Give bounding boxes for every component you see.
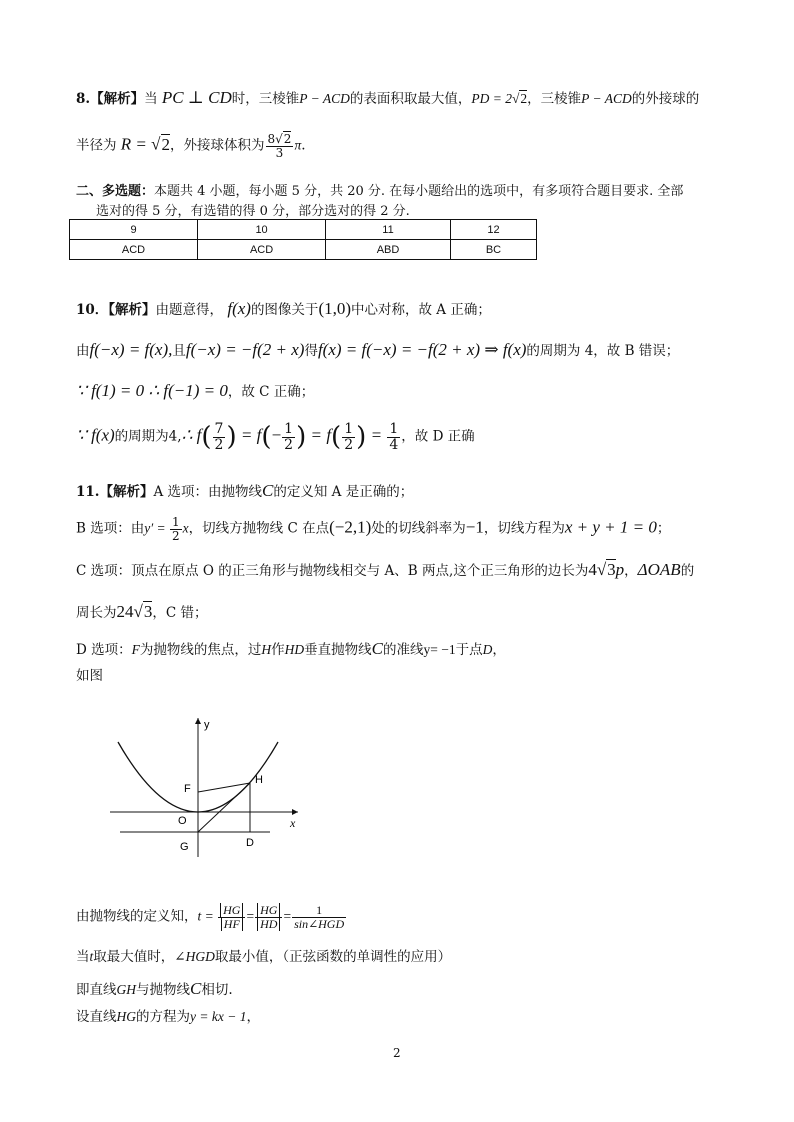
q11-tag: 11.【解析】 bbox=[76, 484, 154, 500]
label-x: x bbox=[290, 816, 296, 830]
q11-definition-line: 由抛物线的定义知，t = $\frac{HG}{HF}$ = $\frac{HG}{HD}$ = $\frac{1}{\text{sin∠HGD}}$ bbox=[76, 903, 345, 931]
label-d: D bbox=[246, 837, 254, 849]
section2-title: 二、多选题： bbox=[76, 184, 155, 199]
q8-line1: 8.【解析】当 PC ⊥ CD时，三棱锥P − ACD的表面积取最大值，PD = 2√2，三棱锥P − ACD的外接球的 bbox=[76, 88, 700, 107]
label-g: G bbox=[180, 841, 189, 853]
section2-line1: 二、多选题：本题共 4 小题，每小题 5 分，共 20 分. 在每小题给出的选项中，有多项符合题目要求. 全部 bbox=[76, 184, 684, 199]
q11-line-c1: C 选项：顶点在原点 O 的正三角形与抛物线相交与 A、B 两点,这个正三角形的边长为4√3p，ΔOAB的 bbox=[76, 560, 695, 579]
q8-volume-fraction: $\frac{8√2}{3}$ bbox=[267, 132, 292, 160]
answer-table bbox=[69, 219, 537, 260]
label-o: O bbox=[178, 815, 187, 827]
q11-figure-label: 如图 bbox=[76, 668, 103, 684]
table-cell: 12 bbox=[450, 220, 536, 240]
q11-line-c2: 周长为24√3，C 错； bbox=[76, 602, 208, 621]
q11-tangent-line: 即直线GH与抛物线C相切. bbox=[76, 979, 233, 998]
label-y: y bbox=[204, 719, 210, 731]
q10-line4: ∵ f(x)的周期为4,∴ f( $\frac{7}{2}$ ) = f(− $\frac{1}{2}$ ) = f( $\frac{1}{2}$ ) = $\frac{1}{4}$ ，故 D 正确 bbox=[76, 421, 475, 453]
table-cell: 10 bbox=[198, 220, 326, 240]
table-cell: ACD bbox=[70, 240, 198, 260]
table-cell: BC bbox=[450, 240, 536, 260]
q10-line2: 由f(−x) = f(x),且f(−x) = −f(2 + x)得f(x) = f(−x) = −f(2 + x) ⇒ f(x)的周期为 4，故 B 错误； bbox=[76, 340, 680, 359]
q11-line-b: B 选项：由y′ = $\frac{1}{2}$ x，切线方抛物线 C 在点(−2,1)处的切线斜率为−1，切线方程为x + y + 1 = 0； bbox=[76, 515, 671, 543]
table-cell: ABD bbox=[326, 240, 451, 260]
table-cell: ACD bbox=[198, 240, 326, 260]
page-number: 2 bbox=[393, 1046, 401, 1060]
q10-tag: 10．【解析】 bbox=[76, 302, 156, 318]
section2-line2: 选对的得 5 分，有选错的得 0 分，部分选对的得 2 分. bbox=[96, 204, 410, 219]
q11-line-a: 11.【解析】A 选项：由抛物线C的定义知 A 是正确的； bbox=[76, 481, 414, 500]
table-cell: 9 bbox=[70, 220, 198, 240]
q8-line2: 半径为 R = √2，外接球体积为 $\frac{8√2}{3}$ π. bbox=[76, 132, 306, 160]
answer-table-answer-row bbox=[70, 240, 537, 260]
table-cell: 11 bbox=[326, 220, 451, 240]
label-h: H bbox=[255, 774, 263, 786]
parabola-diagram bbox=[110, 712, 310, 857]
q11-setline: 设直线HG的方程为y = kx − 1， bbox=[76, 1009, 260, 1025]
q11-max-line: 当t取最大值时，∠HGD取最小值，（正弦函数的单调性的应用） bbox=[76, 949, 452, 965]
q8-tag: 8.【解析】 bbox=[76, 91, 145, 107]
answer-table-header-row bbox=[70, 220, 537, 240]
q10-line3: ∵ f(1) = 0 ∴ f(−1) = 0，故 C 正确； bbox=[76, 381, 315, 400]
q11-line-d: D 选项：F为抛物线的焦点，过H作HD垂直抛物线C的准线y= −1于点D， bbox=[76, 639, 506, 658]
q10-line1: 10．【解析】由题意得， f(x)的图像关于(1,0)中心对称，故 A 正确； bbox=[76, 299, 491, 318]
label-f: F bbox=[184, 783, 191, 795]
